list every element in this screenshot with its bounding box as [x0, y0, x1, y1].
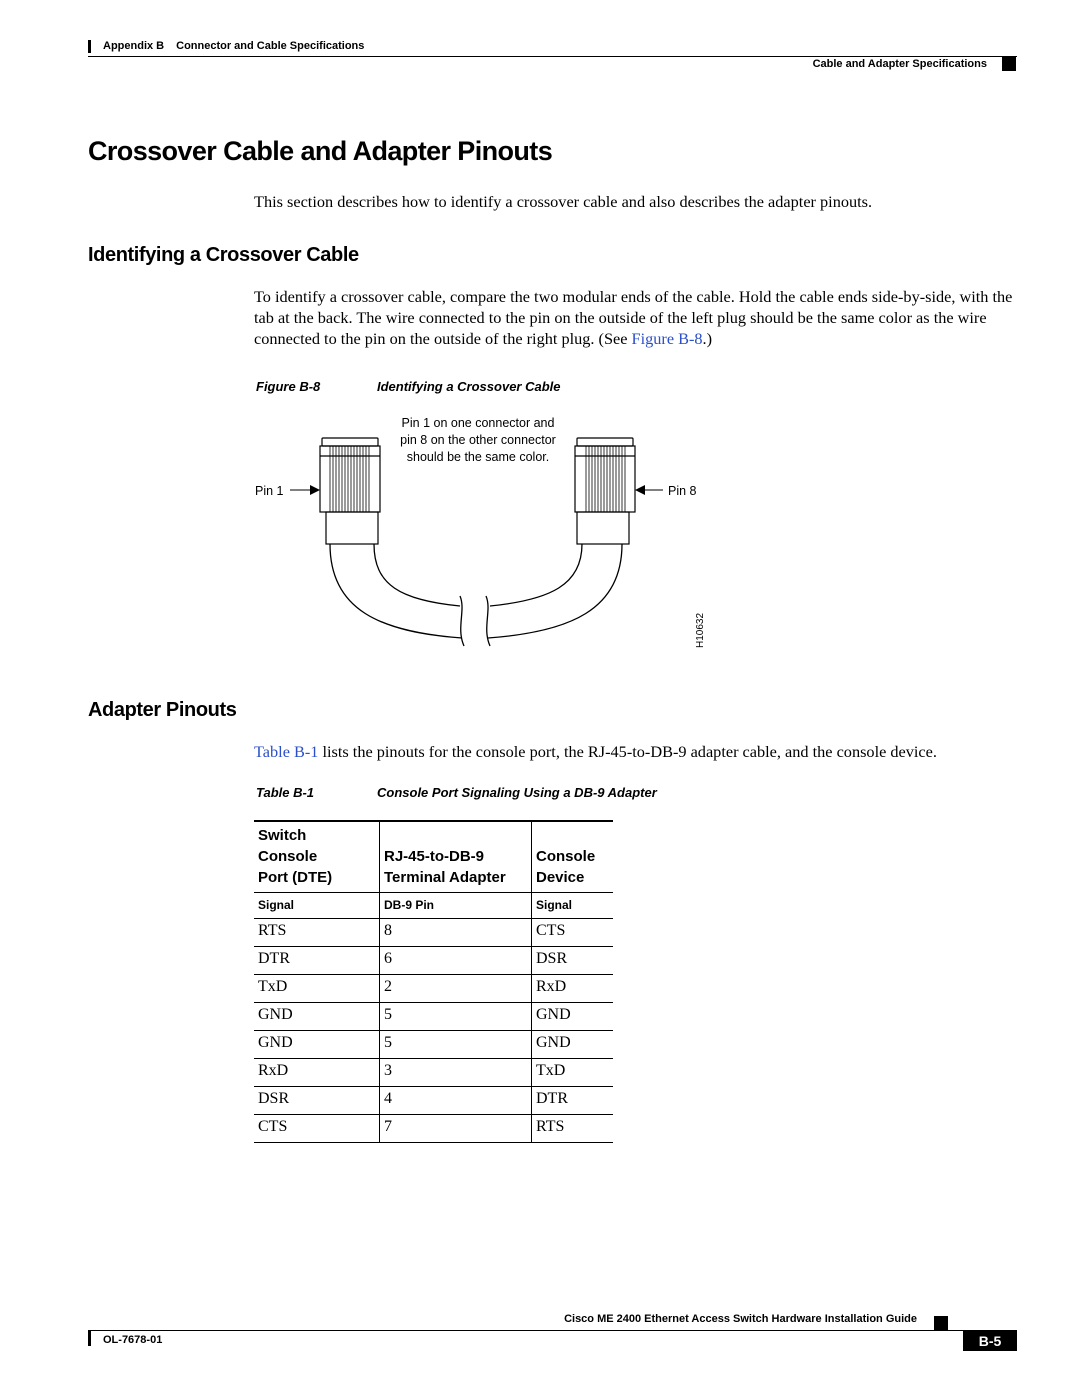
- footer-doc-code: OL-7678-01: [103, 1334, 163, 1346]
- identify-paragraph: [254, 286, 1024, 349]
- figure-note-line3: should be the same color.: [406, 450, 550, 464]
- table-row: GND 5 GND: [254, 1031, 613, 1059]
- header-console-device: Console Device: [536, 848, 596, 886]
- header-adapter: RJ-45-to-DB-9 Terminal Adapter: [380, 822, 532, 893]
- header-rule: [88, 56, 1017, 57]
- figure-title: Identifying a Crossover Cable: [377, 379, 561, 394]
- pin8-arrowhead: [635, 485, 645, 495]
- header-chapter: Connector and Cable Specifications: [176, 40, 365, 52]
- pin1-label: Pin 1: [255, 484, 284, 498]
- cable-loop: [330, 544, 622, 646]
- identify-text-end: .): [702, 329, 713, 348]
- figure-note-line2: pin 8 on the other connector: [400, 433, 556, 447]
- identify-text: To identify a crossover cable, compare the two modular ends of the cable. Hold the cable ends side-by-side, with the tab at the back. The wire connected to the pin on the outside of the left plug should be the same color as the wire connected to the pin on the outside of the right plug. (See: [254, 287, 1013, 348]
- footer-rule: [88, 1330, 1017, 1331]
- pin8-label: Pin 8: [668, 484, 697, 498]
- table-title: Console Port Signaling Using a DB-9 Adapter: [377, 785, 657, 800]
- footer-guide-title: Cisco ME 2400 Ethernet Access Switch Hardware Installation Guide: [564, 1313, 917, 1325]
- table-row: TxD 2 RxD: [254, 975, 613, 1003]
- figure-link[interactable]: Figure B-8: [631, 329, 703, 348]
- left-connector: [320, 438, 380, 544]
- table-row: GND 5 GND: [254, 1003, 613, 1031]
- figure-id: H10632: [695, 612, 706, 648]
- running-header: [103, 40, 364, 52]
- page-title: Crossover Cable and Adapter Pinouts: [88, 136, 553, 166]
- table-row: DTR 6 DSR: [254, 947, 613, 975]
- right-connector: [575, 438, 635, 544]
- pin1-arrowhead: [310, 485, 320, 495]
- table-caption: [256, 785, 657, 800]
- table-row: RTS 8 CTS: [254, 919, 613, 947]
- table-label: Table B-1: [256, 785, 315, 800]
- footer-bar: [88, 1331, 91, 1346]
- adapter-text: lists the pinouts for the console port, the RJ-45-to-DB-9 adapter cable, and the console device.: [318, 742, 937, 761]
- figure-caption: [256, 379, 561, 394]
- header-switch-console: Switch Console Port (DTE): [254, 822, 380, 893]
- adapter-heading: Adapter Pinouts: [88, 699, 237, 721]
- figure-label: Figure B-8: [256, 379, 321, 394]
- footer-marker: [934, 1316, 948, 1330]
- header-bar: [88, 40, 91, 53]
- intro-paragraph: This section describes how to identify a crossover cable and also describes the adapter pinouts.: [254, 192, 873, 211]
- header-marker: [1002, 57, 1016, 71]
- table-row: RxD 3 TxD: [254, 1059, 613, 1087]
- page-number: B-5: [963, 1331, 1017, 1351]
- table-subheader-row: Signal DB-9 Pin Signal: [254, 893, 613, 919]
- header-appendix: Appendix B: [103, 40, 165, 52]
- adapter-paragraph: [254, 741, 1024, 762]
- figure-note-line1: Pin 1 on one connector and: [401, 416, 555, 430]
- pinout-table: [254, 820, 613, 1143]
- table-row: CTS 7 RTS: [254, 1115, 613, 1143]
- crossover-cable-figure: [250, 410, 720, 670]
- identify-heading: Identifying a Crossover Cable: [88, 244, 359, 266]
- header-section: Cable and Adapter Specifications: [812, 58, 987, 70]
- table-link[interactable]: Table B-1: [254, 742, 319, 761]
- table-header-row: [254, 822, 613, 893]
- table-row: DSR 4 DTR: [254, 1087, 613, 1115]
